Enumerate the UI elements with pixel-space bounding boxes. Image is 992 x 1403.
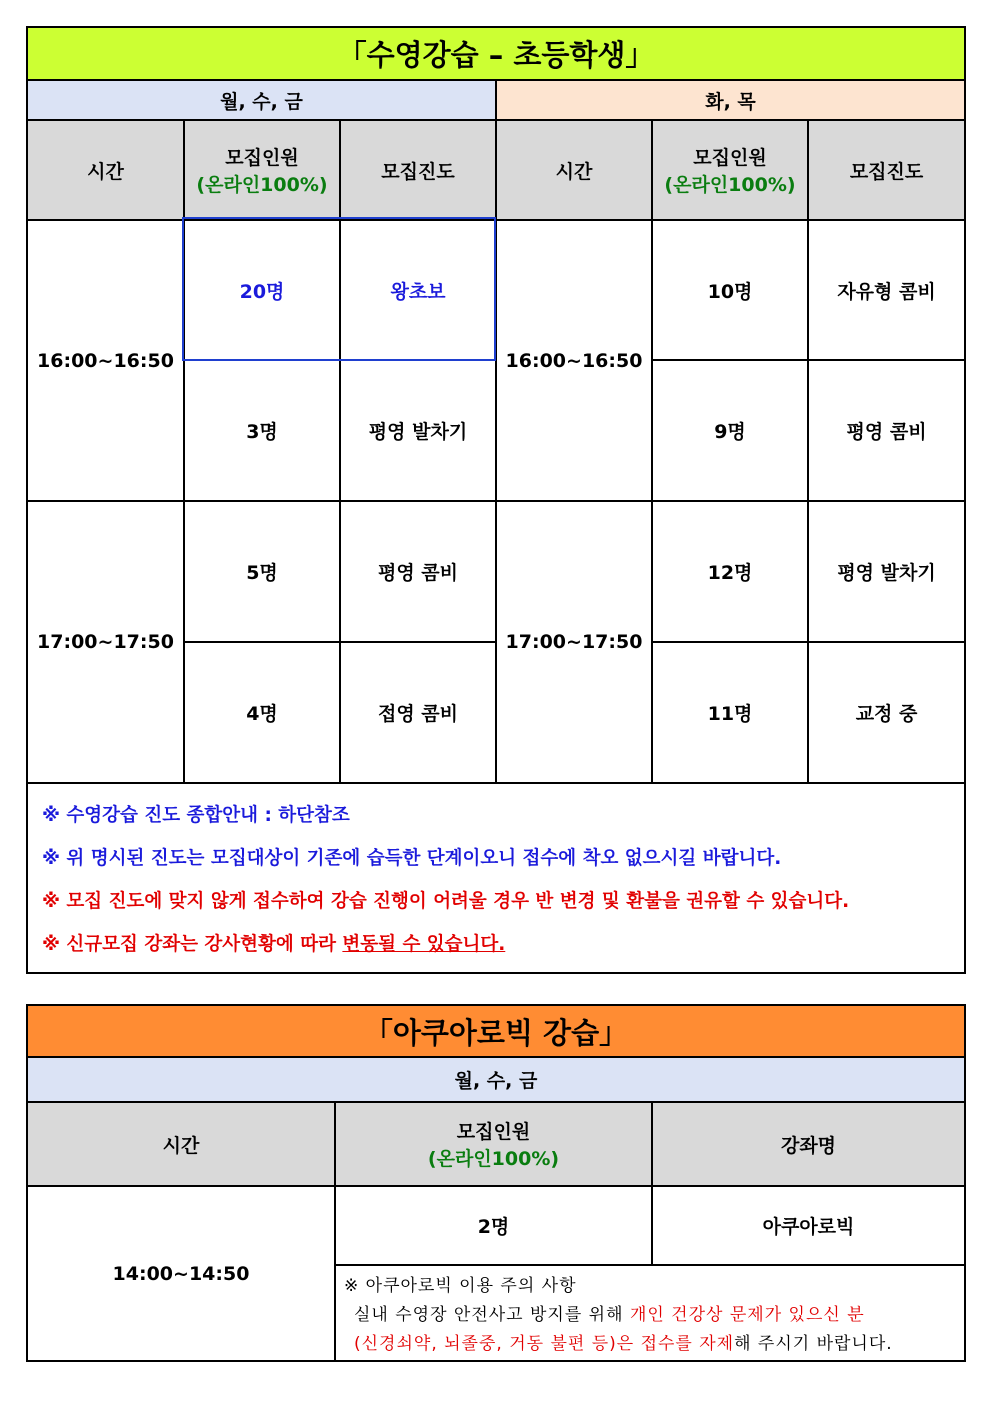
- table-row: [27, 501, 965, 642]
- level-cell: 교정 중: [808, 642, 965, 783]
- aqua-title: 「아쿠아로빅 강습」: [27, 1005, 965, 1057]
- level-cell: 왕초보: [340, 220, 496, 360]
- level-cell: 평영 발차기: [340, 360, 496, 501]
- header-recruit-label: 모집인원: [456, 1121, 531, 1143]
- table-row: [27, 1186, 965, 1265]
- level-cell: 접영 콤비: [340, 642, 496, 783]
- count-cell: 11명: [652, 642, 808, 783]
- time-cell: 16:00~16:50: [27, 220, 184, 501]
- level-cell: 자유형 콤비: [808, 220, 965, 360]
- aqua-notice-text: 실내 수영장 안전사고 방지를 위해: [354, 1305, 630, 1325]
- time-cell: 14:00~14:50: [27, 1186, 335, 1361]
- header-course: 강좌명: [652, 1102, 965, 1186]
- swim-title: 「수영강습 – 초등학생」: [27, 27, 965, 80]
- table-row: [27, 220, 965, 360]
- days-mon-wed-fri: 월, 수, 금: [27, 80, 496, 120]
- header-progress: 모집진도: [340, 120, 496, 220]
- header-recruit: [335, 1102, 652, 1186]
- header-online-note: (온라인100%): [664, 174, 796, 196]
- aqua-days: 월, 수, 금: [27, 1057, 965, 1102]
- note-schedule-change-underlined: 변동될 수 있습니다.: [342, 934, 506, 955]
- aquarobic-schedule-table: [26, 1004, 966, 1362]
- note-schedule-change: [42, 923, 964, 966]
- aqua-notice-text: 해 주시기 바랍니다.: [734, 1334, 893, 1354]
- count-cell: 12명: [652, 501, 808, 642]
- count-cell: 9명: [652, 360, 808, 501]
- aqua-notice-title: ※ 아쿠아로빅 이용 주의 사항: [344, 1276, 577, 1296]
- header-time: 시간: [496, 120, 652, 220]
- header-recruit: [652, 120, 808, 220]
- header-progress: 모집진도: [808, 120, 965, 220]
- count-cell: 20명: [184, 220, 340, 360]
- header-time: 시간: [27, 1102, 335, 1186]
- count-cell: 5명: [184, 501, 340, 642]
- aqua-notice: [335, 1265, 965, 1361]
- header-recruit-label: 모집인원: [225, 147, 299, 169]
- note-refund-warning: ※ 모집 진도에 맞지 않게 접수하여 강습 진행이 어려울 경우 반 변경 및 환불을 권유할 수 있습니다.: [42, 891, 850, 912]
- count-cell: 2명: [335, 1186, 652, 1265]
- note-progress-guide: ※ 수영강습 진도 종합안내 : 하단참조: [42, 805, 350, 826]
- count-cell: 10명: [652, 220, 808, 360]
- header-time: 시간: [27, 120, 184, 220]
- time-cell: 16:00~16:50: [496, 220, 652, 501]
- header-online-note: (온라인100%): [196, 174, 328, 196]
- level-cell: 평영 발차기: [808, 501, 965, 642]
- level-cell: 평영 콤비: [808, 360, 965, 501]
- aqua-notice-red-text: (신경쇠약, 뇌졸중, 거동 불편 등)은 접수를 자제: [354, 1334, 735, 1354]
- time-cell: 17:00~17:50: [496, 501, 652, 783]
- course-name-cell: 아쿠아로빅: [652, 1186, 965, 1265]
- count-cell: 3명: [184, 360, 340, 501]
- time-cell: 17:00~17:50: [27, 501, 184, 783]
- header-recruit-label: 모집인원: [693, 147, 767, 169]
- aqua-notice-line-2: [344, 1301, 964, 1330]
- aqua-notice-red-text: 개인 건강상 문제가 있으신 분: [629, 1305, 865, 1325]
- header-recruit: [184, 120, 340, 220]
- note-progress-warning: ※ 위 명시된 진도는 모집대상이 기존에 습득한 단계이오니 접수에 착오 없으시길 바랍니다.: [42, 848, 782, 869]
- aqua-notice-line-3: [344, 1330, 964, 1359]
- days-tue-thu: 화, 목: [496, 80, 965, 120]
- count-cell: 4명: [184, 642, 340, 783]
- note-schedule-change-text: ※ 신규모집 강좌는 강사현황에 따라: [42, 934, 343, 955]
- level-cell: 평영 콤비: [340, 501, 496, 642]
- swim-schedule-table: [26, 26, 966, 974]
- swim-notes: [27, 783, 965, 973]
- header-online-note: (온라인100%): [427, 1148, 560, 1170]
